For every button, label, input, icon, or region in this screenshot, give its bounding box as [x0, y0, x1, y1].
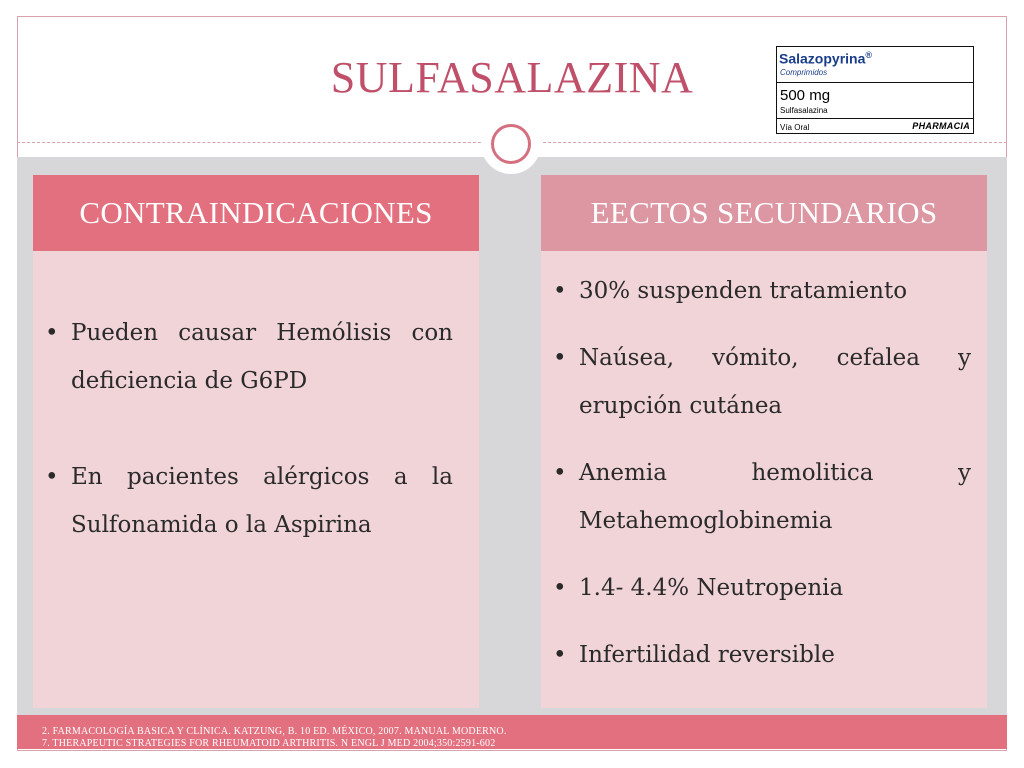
- product-brand: Salazopyrina®: [779, 50, 873, 67]
- side-effects-panel: [541, 175, 987, 708]
- list-item: • En pacientes alérgicos a la Sulfonamida o la Aspirina: [33, 453, 453, 549]
- reference-line: 2. FARMACOLOGÍA BASICA Y CLÍNICA. KATZUNG, B. 10 ED. MÉXICO, 2007. MANUAL MODERNO.: [42, 726, 507, 737]
- side-effects-heading: EECTOS SECUNDARIOS: [541, 175, 987, 251]
- bullet-icon: •: [45, 320, 59, 346]
- product-package-image: [776, 46, 974, 134]
- bullet-icon: •: [553, 278, 567, 304]
- list-item: • Anemia hemolitica y Metahemoglobinemia: [541, 449, 971, 545]
- contraindications-panel: [33, 175, 479, 708]
- list-item: • Infertilidad reversible: [541, 631, 971, 679]
- contraindications-list: [33, 309, 453, 549]
- bullet-icon: •: [553, 642, 567, 668]
- divider: [777, 118, 973, 119]
- list-item: • 30% suspenden tratamiento: [541, 267, 971, 315]
- product-maker: PHARMACIA: [912, 121, 970, 131]
- side-effects-list: [541, 267, 971, 679]
- reference-line: 7. THERAPEUTIC STRATEGIES FOR RHEUMATOID ARTHRITIS. N ENGL J MED 2004;350:2591-602: [42, 738, 496, 749]
- bullet-icon: •: [45, 464, 59, 490]
- bullet-icon: •: [553, 460, 567, 486]
- product-route: Vía Oral: [780, 123, 810, 132]
- list-item: • Pueden causar Hemólisis con deficiencia de G6PD: [33, 309, 453, 405]
- list-item: • 1.4- 4.4% Neutropenia: [541, 564, 971, 612]
- list-item: • Naúsea, vómito, cefalea y erupción cutánea: [541, 334, 971, 430]
- contraindications-heading: CONTRAINDICACIONES: [33, 175, 479, 251]
- product-generic: Sulfasalazina: [780, 106, 828, 115]
- bullet-icon: •: [553, 345, 567, 371]
- bullet-icon: •: [553, 575, 567, 601]
- references: [42, 726, 507, 750]
- divider: [777, 82, 973, 83]
- product-form: Comprimidos: [780, 68, 828, 77]
- slide-title: SULFASALAZINA: [330, 53, 694, 102]
- circle-ring-icon: [491, 124, 531, 164]
- product-dose: 500 mg: [780, 87, 831, 104]
